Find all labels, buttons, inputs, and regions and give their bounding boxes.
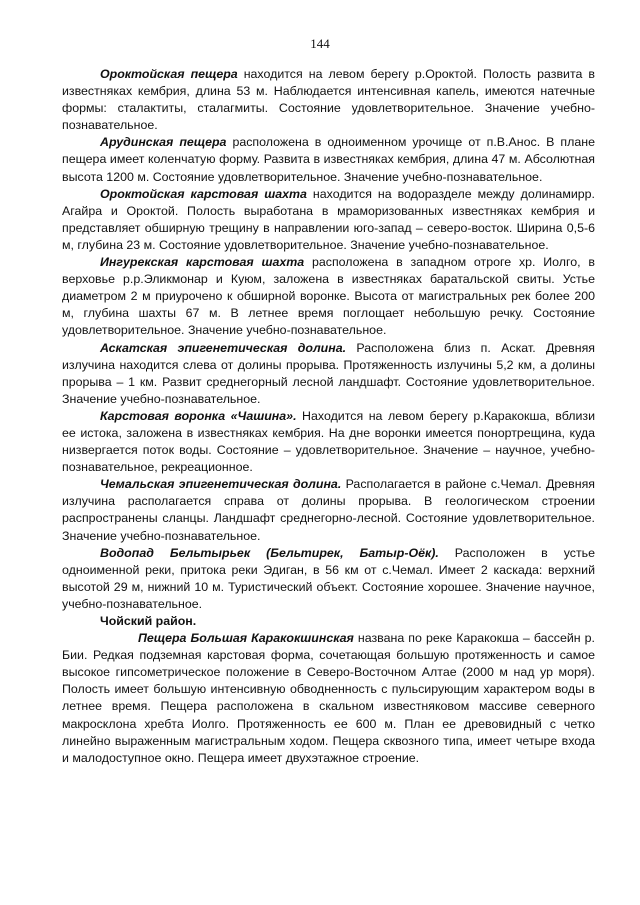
entry-text: Располагается в районе с.Чемал. Древняя излучина располагается справа от долины прорыва. В геологическом строении распространены сланцы. Ландшафт среднегорно-лесной. Состояние удовлетворительное. Значение учебно-познавательное. [62,477,596,543]
entry-title: Карстовая воронка «Чашина». [100,408,297,423]
entry-text: находится на левом берегу р.Ороктой. Полость развита в известняках кембрия, длина 53 м. Наблюдается интенсивная капель, имеются натечные формы: сталактиты, сталагмиты. Состояние удовлетворительное. Значение учебно-познавательное. [62,67,595,133]
entry-text: названа по реке Каракокша – бассейн р. Бии. Редкая подземная карстовая форма, сочетающая большую протяженность и самое высокое гипсометрическое положение в Северо-Восточном Алтае (2000 м над ур моря). Полость имеет большую интенсивную обводненность с пульсирующим характером воды в летнее время. Пещера расположена в скальном известняковом массиве северного макросклона хребта Иолго. Протяженность ее 600 м. План ее древовидный с четко линейно выраженным магистральным ходом. Пещера сквозного типа, имеет четыре входа и малодоступное окно. Пещера имеет двухэтажное строение. [62,631,596,765]
entry-title: Водопад Бельтырьек (Бельтирек, Батыр-Оёк). [100,545,439,560]
entry-title: Ороктойская пещера [100,67,238,81]
entry-paragraph-водопад-бельтырьек [62,545,595,613]
entry-paragraph-ингурекская-шахта [62,254,595,339]
entry-paragraph-арудинская-пещера [62,134,595,185]
entry-paragraph-ороктойская-пещера [62,66,595,134]
entry-text: Расположена близ п. Аскат. Древняя излучина находится слева от долины прорыва. Протяженность излучины 5,2 км, а долины прорыва – 1 км. Развит среднегорный лесной ландшафт. Состояние удовлетворительное. Значение учебно-познавательное. [62,340,595,406]
page-number: 144 [310,36,330,51]
entry-title: Чемальская эпигенетическая долина. [100,477,342,492]
entry-paragraph-чемальская-долина [62,476,595,544]
district-heading: Чойский район. [100,614,197,628]
entry-title: Ороктойская карстовая шахта [100,186,307,201]
document-body [62,66,595,767]
entry-title: Пещера Большая Каракокшинская [138,631,354,646]
entry-text: расположена в западном отроге хр. Иолго, в верховье р.р.Эликмонар и Куюм, заложена в известняках баратальской свиты. Устье диаметром 2 м приурочено к обширной воронке. Высота от магистральных рек более 200 м, глубина шахты 67 м. В летнее время поглощает небольшую речку. Состояние удовлетворительное. Значение учебно-познавательное. [62,255,595,338]
entry-title: Арудинская пещера [100,135,227,150]
entry-text: находится на водоразделе между долинамирр. Агайра и Ороктой. Полость выработана в мраморизованных известняках кембрия и представляет обширную трещину в направлении юго-запад – северо-восток. Ширина 0,5-6 м, глубина 23 м. Состояние удовлетворительное. Значение учебно-познавательное. [62,186,595,252]
entry-title: Ингурекская карстовая шахта [100,255,305,270]
entry-paragraph-ороктойская-шахта [62,186,595,254]
entry-paragraph-воронка-чашина [62,408,595,476]
entry-paragraph-аскатская-долина [62,340,595,408]
entry-paragraph-пещера-большая-каракокшинская [62,630,595,767]
entry-text: Находится на левом берегу р.Каракокша, вблизи ее истока, заложена в известняках кембрия. На дне воронки имеется понортрещина, куда низвергается поток воды. Состояние – удовлетворительное. Значение – научное, учебно-познавательное, рекреационное. [62,408,595,475]
entry-text: расположена в одноименном урочище от п.В.Анос. В плане пещера имеет коленчатую форму. Развита в известняках кембрия, длина 47 м. Абсолютная высота 1200 м. Состояние удовлетворительное. Значение учебно-познавательное. [62,135,595,184]
entry-title: Аскатская эпигенетическая долина. [100,340,347,355]
entry-text: Расположен в устье одноименной реки, притока реки Эдиган, в 56 км от с.Чемал. Имеет 2 каскада: верхний высотой 29 м, нижний 10 м. Туристический объект. Состояние хорошее. Значение научное, учебно-познавательное. [62,545,596,611]
